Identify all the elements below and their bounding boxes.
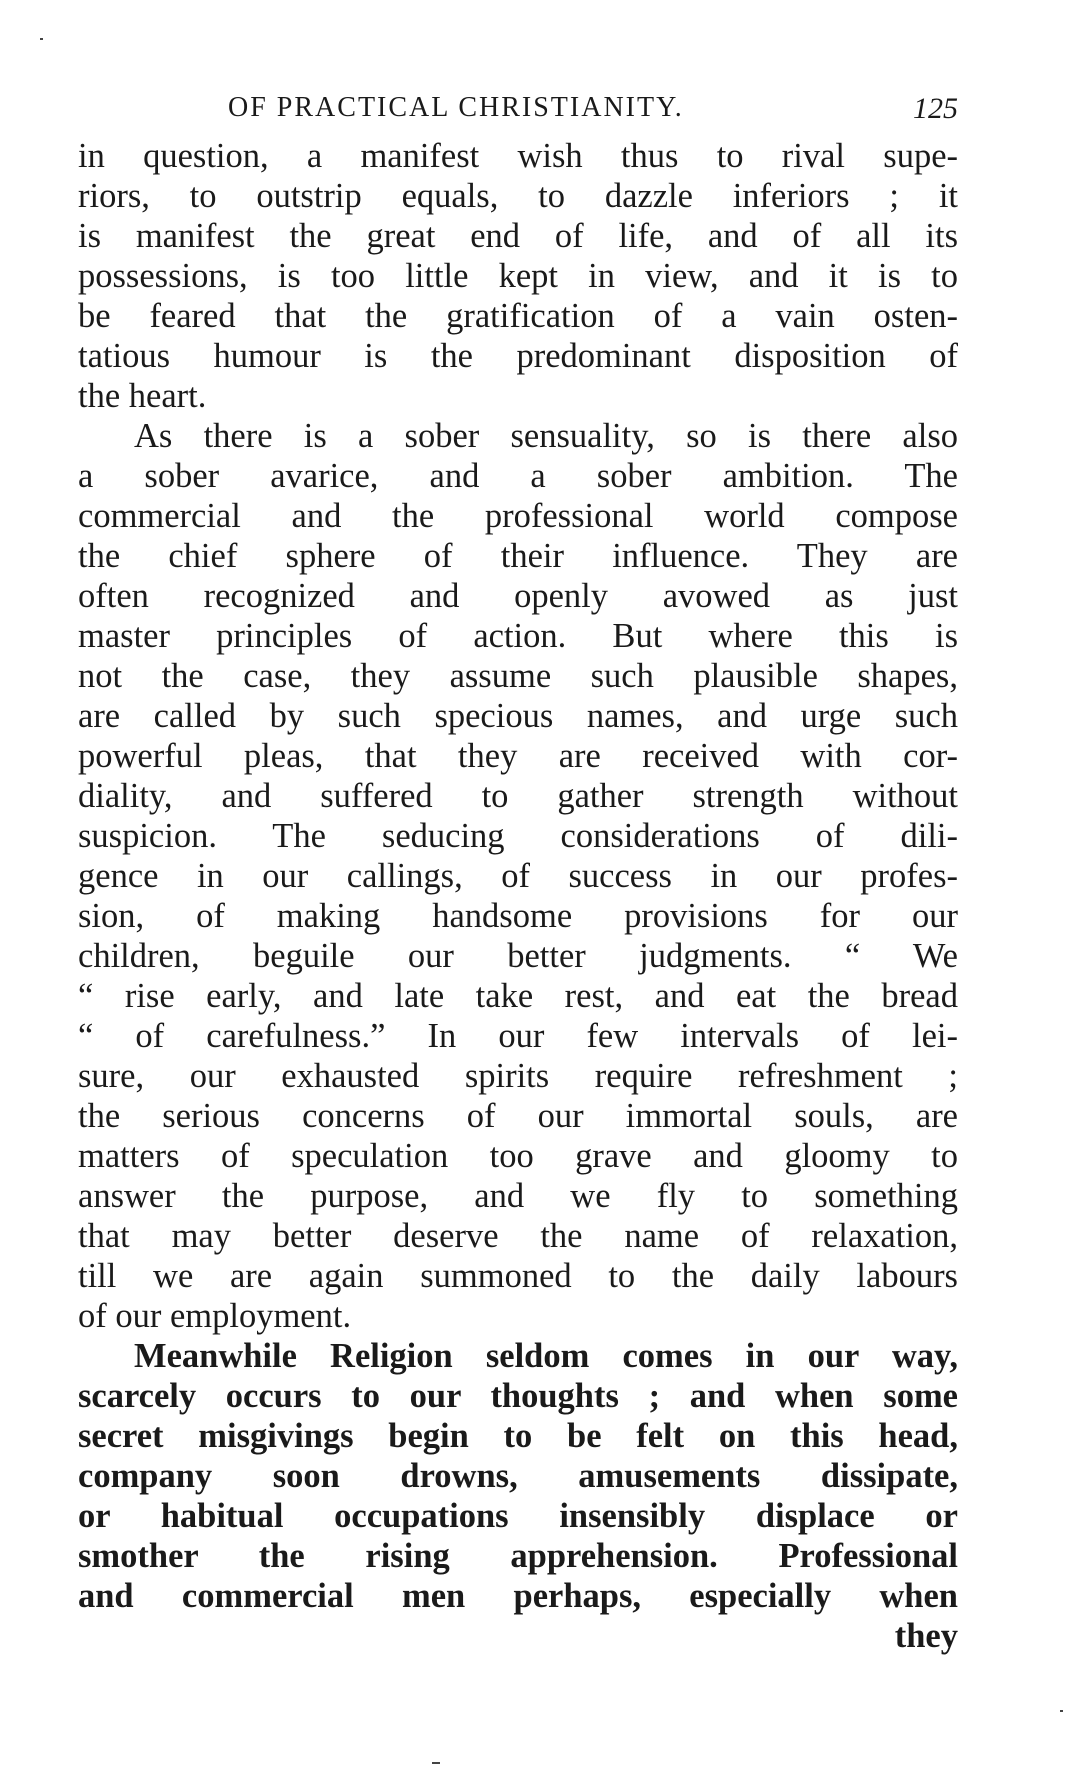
- paragraph-3: [78, 1336, 958, 1616]
- text-line: tatious humour is the predominant disposition of: [78, 337, 958, 375]
- text-line: sure, our exhausted spirits require refreshment ;: [78, 1057, 958, 1095]
- text-line: not the case, they assume such plausible shapes,: [78, 657, 958, 695]
- text-line: a sober avarice, and a sober ambition. The: [78, 457, 958, 495]
- text-line: possessions, is too little kept in view, and it is to: [78, 257, 958, 295]
- running-title: OF PRACTICAL CHRISTIANITY.: [228, 92, 684, 123]
- text-line: “ of carefulness.” In our few intervals of lei-: [78, 1017, 958, 1055]
- text-line: smother the rising apprehension. Professional: [78, 1537, 958, 1575]
- text-line: are called by such specious names, and urge such: [78, 697, 958, 735]
- paragraph-2: [78, 416, 958, 1336]
- text-line: the heart.: [78, 377, 207, 415]
- paragraph-1: [78, 136, 958, 416]
- text-line: commercial and the professional world compose: [78, 497, 958, 535]
- text-line: and commercial men perhaps, especially when: [78, 1577, 958, 1615]
- text-line: master principles of action. But where this is: [78, 617, 958, 655]
- text-line: powerful pleas, that they are received with cor-: [78, 737, 958, 775]
- text-line: the serious concerns of our immortal souls, are: [78, 1097, 958, 1135]
- text-line: gence in our callings, of success in our profes-: [78, 857, 958, 895]
- text-line: matters of speculation too grave and gloomy to: [78, 1137, 958, 1175]
- text-line: secret misgivings begin to be felt on this head,: [78, 1417, 958, 1455]
- text-line: often recognized and openly avowed as just: [78, 577, 958, 615]
- text-line: is manifest the great end of life, and of all its: [78, 217, 958, 255]
- text-line: till we are again summoned to the daily labours: [78, 1257, 958, 1295]
- text-line: riors, to outstrip equals, to dazzle inferiors ; it: [78, 177, 958, 215]
- text-line: diality, and suffered to gather strength without: [78, 777, 958, 815]
- page-header: [78, 92, 958, 132]
- text-line: answer the purpose, and we fly to something: [78, 1177, 958, 1215]
- text-line: suspicion. The seducing considerations of dili-: [78, 817, 958, 855]
- paper-speck: [432, 1762, 440, 1764]
- text-line: be feared that the gratification of a vain osten-: [78, 297, 958, 335]
- text-line: As there is a sober sensuality, so is there also: [134, 417, 958, 455]
- text-line: Meanwhile Religion seldom comes in our way,: [134, 1337, 958, 1375]
- page-number: 125: [913, 92, 958, 125]
- text-line: in question, a manifest wish thus to rival supe-: [78, 137, 958, 175]
- text-line: of our employment.: [78, 1297, 352, 1335]
- text-line: “ rise early, and late take rest, and eat the bread: [78, 977, 958, 1015]
- paper-speck: [1060, 1710, 1063, 1712]
- text-line: company soon drowns, amusements dissipate,: [78, 1457, 958, 1495]
- paper-speck: [40, 38, 43, 40]
- text-line: the chief sphere of their influence. They are: [78, 537, 958, 575]
- text-line: children, beguile our better judgments. “ We: [78, 937, 958, 975]
- text-line: or habitual occupations insensibly displace or: [78, 1497, 958, 1535]
- body-text: [78, 136, 958, 1656]
- catchword: they: [894, 1617, 958, 1655]
- text-line: sion, of making handsome provisions for our: [78, 897, 958, 935]
- text-line: scarcely occurs to our thoughts ; and when some: [78, 1377, 958, 1415]
- text-line: that may better deserve the name of relaxation,: [78, 1217, 958, 1255]
